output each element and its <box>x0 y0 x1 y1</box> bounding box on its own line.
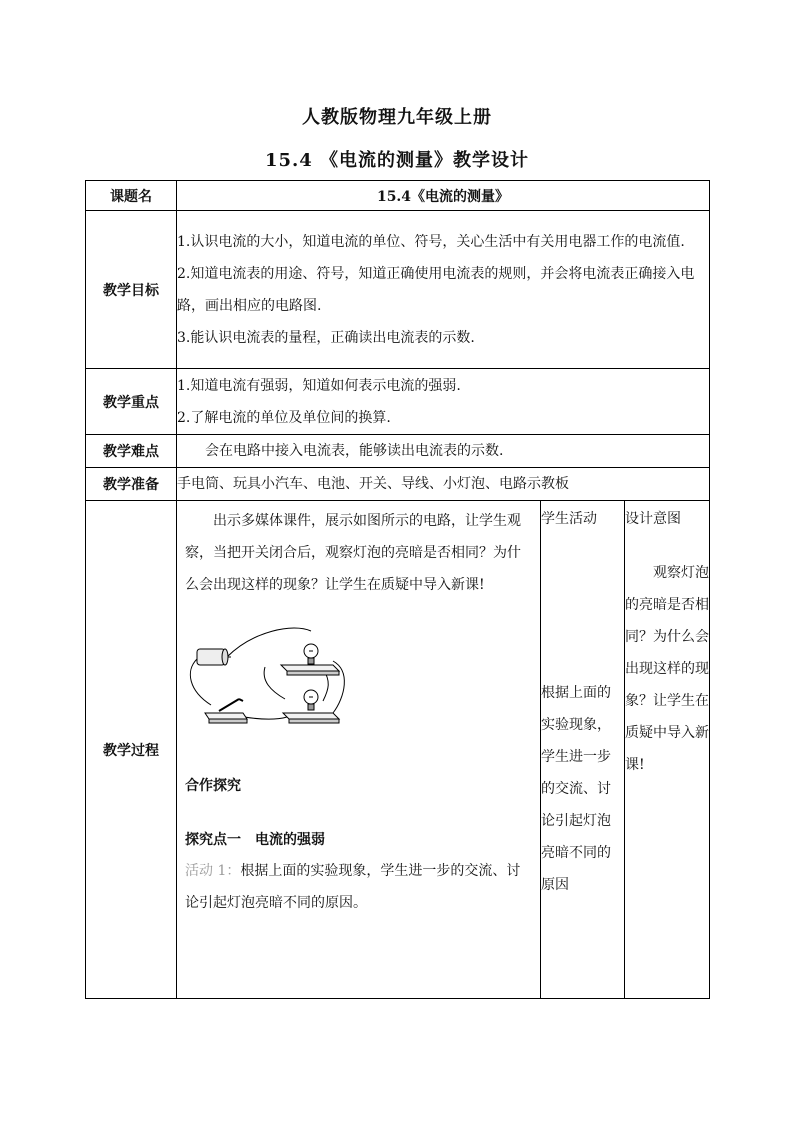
student-activity-header: 学生活动 <box>541 511 597 527</box>
process-intro: 出示多媒体课件，展示如图所示的电路，让学生观察，当把开关闭合后，观察灯泡的亮暗是否相同？为什么会出现这样的现象？让学生在质疑中导入新课! <box>185 513 521 593</box>
student-activity-column <box>541 501 625 999</box>
goals-label: 教学目标 <box>86 211 177 369</box>
activity-paragraph <box>177 855 540 919</box>
explore-point-heading: 探究点一 电流的强弱 <box>185 832 325 848</box>
process-label: 教学过程 <box>86 501 177 999</box>
section-heading: 合作探究 <box>185 778 241 794</box>
design-intent-header: 设计意图 <box>625 511 681 527</box>
circuit-diagram <box>183 621 353 731</box>
design-intent-column <box>625 501 710 999</box>
goal-item: 3.能认识电流表的量程，正确读出电流表的示数. <box>177 329 475 346</box>
prep-label: 教学准备 <box>86 468 177 501</box>
student-activity-text: 根据上面的实验现象，学生进一步的交流、讨论引起灯泡亮暗不同的原因 <box>541 685 611 893</box>
difficulty-label: 教学难点 <box>86 435 177 468</box>
activity-text: 根据上面的实验现象，学生进一步的交流、讨论引起灯泡亮暗不同的原因。 <box>185 863 521 911</box>
goal-item: 2.知道电流表的用途、符号，知道正确使用电流表的规则，并会将电流表正确接入电路，画出相应的电路图. <box>177 265 695 314</box>
key-points-label: 教学重点 <box>86 369 177 435</box>
goals-content <box>177 211 710 369</box>
document-subtitle: 15.4 《电流的测量》教学设计 <box>264 150 530 171</box>
key-points-content <box>177 369 710 435</box>
key-point-item: 2.了解电流的单位及单位间的换算. <box>177 409 391 426</box>
course-value: 15.4《电流的测量》 <box>177 181 710 211</box>
key-point-item: 1.知道电流有强弱，知道如何表示电流的强弱. <box>177 377 461 394</box>
process-main-content <box>177 501 541 999</box>
activity-tag: 活动 1： <box>185 863 241 879</box>
document-title: 人教版物理九年级上册 <box>302 107 492 128</box>
lesson-plan-table <box>85 180 710 999</box>
design-intent-text: 观察灯泡的亮暗是否相同？为什么会出现这样的现象？让学生在质疑中导入新课! <box>625 565 709 773</box>
difficulty-content: 会在电路中接入电流表，能够读出电流表的示数. <box>177 435 710 468</box>
course-label: 课题名 <box>86 181 177 211</box>
goal-item: 1.认识电流的大小，知道电流的单位、符号，关心生活中有关用电器工作的电流值. <box>177 233 685 250</box>
prep-content: 手电筒、玩具小汽车、电池、开关、导线、小灯泡、电路示教板 <box>177 468 710 501</box>
